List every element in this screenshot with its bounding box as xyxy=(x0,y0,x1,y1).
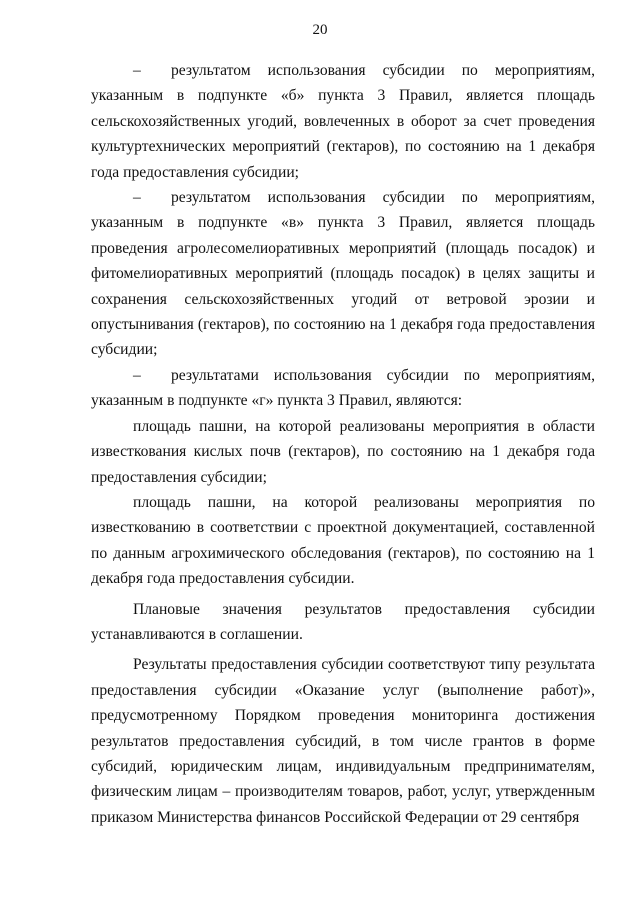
list-dash: – xyxy=(133,62,141,79)
list-dash: – xyxy=(133,189,141,207)
paragraph-text: результатами использования субсидии по мероприятиям, указанным в подпункте «г» пункта 3 Правил, являются: xyxy=(91,366,595,410)
document-body xyxy=(91,58,595,830)
list-dash: – xyxy=(133,366,141,384)
paragraph-liming-project: площадь пашни, на которой реализованы мероприятия по известкованию в соответствии с проектной документацией, составленной по данным агрохимического обследования (гектаров), по состоянию на 1 декабря года предоставления субсидии. xyxy=(91,493,595,588)
paragraph-text: результатом использования субсидии по мероприятиям, указанным в подпункте «в» пункта 3 Правил, является площадь проведения агролесомелиоративных мероприятий (площадь посадок) и фитомелиоративных мероприятий (площадь посадок) в целях защиты и сохранения сельскохозяйственных угодий от ветровой эрозии и опустынивания (гектаров), по состоянию на 1 декабря года предоставления субсидии; xyxy=(91,189,595,359)
paragraph-result-g xyxy=(91,363,595,414)
paragraph-result-type: Результаты предоставления субсидии соответствуют типу результата предоставления субсидии «Оказание услуг (выполнение работ)», предусмотренному Порядком проведения мониторинга достижения результатов предоставления субсидий, в том числе грантов в форме субсидий, юридическим лицам, индивидуальным предпринимателям, физическим лицам – производителям товаров, работ, услуг, утвержденным приказом Министерства финансов Российской Федерации от 29 сентября xyxy=(91,656,595,826)
paragraph-result-v xyxy=(91,185,595,363)
paragraph-text: результатом использования субсидии по мероприятиям, указанным в подпункте «б» пункта 3 Правил, является площадь сельскохозяйственных угодий, вовлеченных в оборот за счет проведения культуртехнических мероприятий (гектаров), по состоянию на 1 декабря года предоставления субсидии; xyxy=(91,62,595,181)
paragraph-result-b xyxy=(91,58,595,185)
paragraph-planned-values: Плановые значения результатов предоставления субсидии устанавливаются в соглашении. xyxy=(91,600,595,643)
page-number: 20 xyxy=(312,22,328,38)
paragraph-liming-area: площадь пашни, на которой реализованы мероприятия в области известкования кислых почв (гектаров), по состоянию на 1 декабря года предоставления субсидии; xyxy=(91,417,595,486)
